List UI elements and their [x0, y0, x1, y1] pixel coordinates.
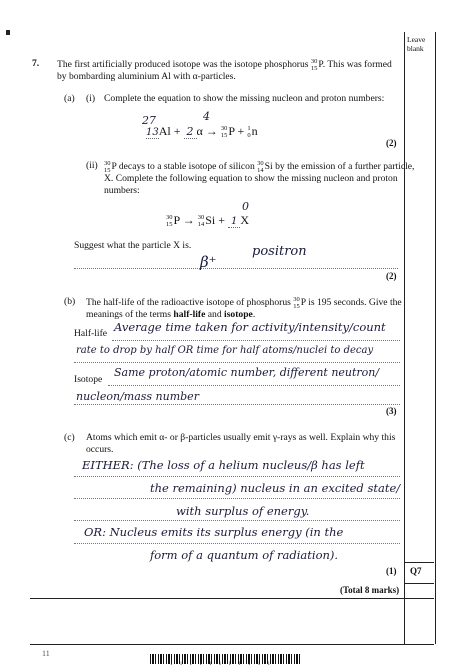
intro-isotope-numbers: 30 15: [310, 58, 318, 72]
margin-tick: [6, 30, 10, 35]
page-number: 11: [42, 649, 50, 658]
mark-c: (1): [386, 566, 397, 576]
a-ii-line-2: X. Complete the following equation to show the missing nucleon and proton: [104, 173, 398, 184]
c-line-2: occurs.: [86, 444, 114, 455]
mark-a-i: (2): [386, 138, 397, 148]
part-a-instruction: Complete the equation to show the missing nucleon and proton numbers:: [104, 93, 385, 104]
equation-1: 13Al + 2 α → 30 15 P + 1 0 n: [146, 124, 258, 140]
blank-label: blank: [407, 44, 424, 53]
b-line-2: meanings of the terms half-life and isotope.: [86, 309, 256, 320]
halflife-line-1: [112, 340, 400, 341]
a-ii-line-1: 30 15 P decays to a stable isotope of silicon 30 14 Si by the emission of a further particle,: [104, 160, 415, 174]
isotope-line-2: [74, 404, 400, 405]
answer-al-mass: 27: [142, 114, 156, 127]
part-a-label: (a): [64, 93, 75, 104]
isotope-line-1: [108, 385, 400, 386]
c-answer-1: EITHER: (The loss of a helium nucleus/β has left: [82, 458, 365, 472]
c-line-ans-4: [74, 543, 400, 544]
isotope-answer-1: Same proton/atomic number, different neutron/: [114, 366, 380, 379]
c-answer-2: the remaining) nucleus in an excited state/: [150, 481, 401, 495]
a-ii-line-3: numbers:: [104, 185, 140, 196]
c-line-1: Atoms which emit α- or β-particles usually emit γ-rays as well. Explain why this: [86, 432, 396, 443]
c-line-ans-3: [74, 520, 400, 521]
mark-a-ii: (2): [386, 271, 397, 281]
q7-ref: Q7: [410, 566, 422, 576]
answer-x-atomic: 1: [228, 216, 240, 228]
isotope-label: Isotope: [74, 374, 103, 385]
answer-line-particle: [74, 268, 398, 269]
answer-beta-plus: β⁺: [200, 253, 217, 271]
halflife-label: Half-life: [74, 328, 108, 339]
question-number: 7.: [32, 58, 40, 69]
answer-alpha-atomic: 2: [184, 125, 197, 139]
bottom-rule: [30, 598, 434, 599]
c-answer-5: form of a quantum of radiation).: [150, 548, 339, 562]
part-a-ii-label: (ii): [86, 160, 98, 171]
part-c-label: (c): [64, 432, 75, 443]
c-line-ans-2: [74, 498, 400, 499]
answer-x-mass: 0: [242, 200, 249, 213]
b-line-1: The half-life of the radioactive isotope of phosphorus 30 15 P is 195 seconds. Give the: [86, 296, 402, 310]
leave-blank-margin: [404, 32, 436, 644]
c-answer-4: OR: Nucleus emits its surplus energy (in the: [84, 525, 344, 539]
halflife-answer-2: rate to drop by half OR time for half atoms/nuclei to decay: [76, 345, 374, 356]
answer-al-atomic: 13: [146, 127, 159, 138]
c-answer-3: with surplus of energy.: [176, 504, 310, 518]
answer-alpha-mass: 4: [203, 110, 210, 123]
intro-line-2: by bombarding aluminium Al with α-particles.: [57, 71, 236, 82]
leave-label: Leave: [407, 35, 426, 44]
part-a-i-label: (i): [86, 93, 96, 104]
isotope-answer-2: nucleon/mass number: [76, 390, 199, 403]
equation-2: 30 15 P → 30 14 Si + 1 X: [166, 213, 250, 229]
footer-rule: [30, 644, 434, 645]
total-marks: (Total 8 marks): [340, 585, 400, 595]
part-b-label: (b): [64, 296, 76, 307]
mark-b: (3): [386, 406, 397, 416]
suggest-prompt: Suggest what the particle X is.: [74, 240, 192, 251]
c-line-ans-1: [74, 476, 400, 477]
halflife-answer-1: Average time taken for activity/intensity/count: [114, 320, 386, 334]
barcode-digits: 1 1 1 1 1 1 1 1 1 1 1: [170, 662, 273, 667]
halflife-line-2: [74, 362, 400, 363]
answer-positron: positron: [252, 244, 307, 259]
intro-line-1: The first artificially produced isotope was the isotope phosphorus 30 15 P. This was formed: [57, 58, 392, 72]
